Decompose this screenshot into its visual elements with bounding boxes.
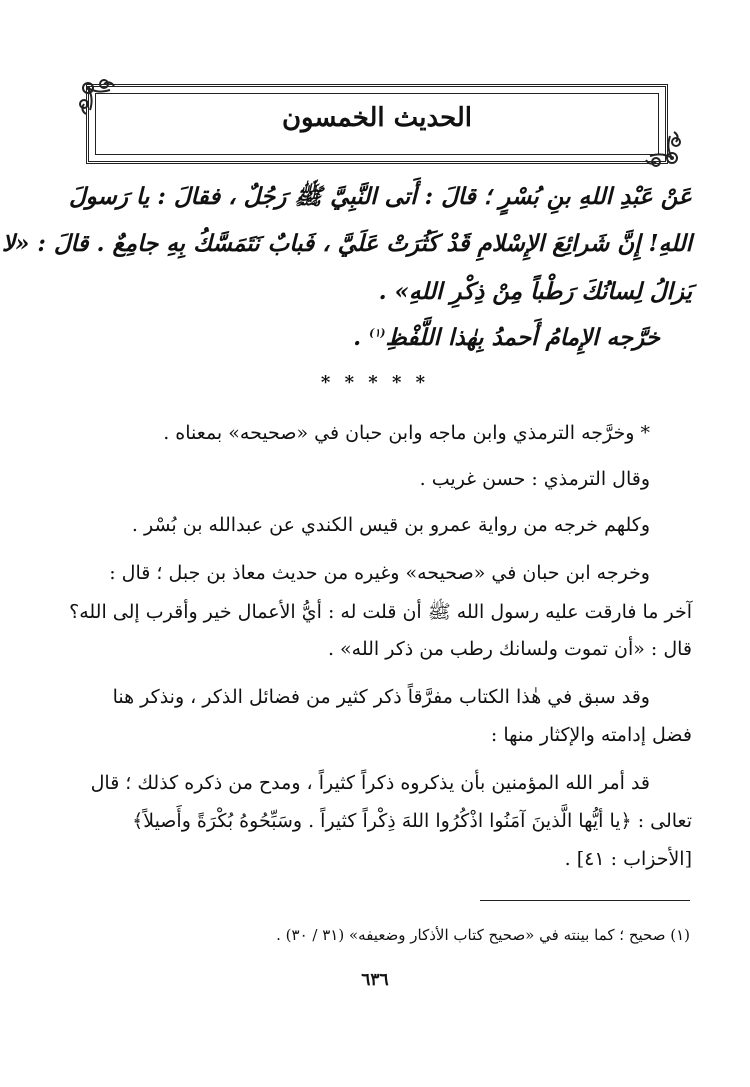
paragraph-line: وخرجه ابن حبان في «صحيحه» وغيره من حديث معاذ بن جبل ؛ قال : (109, 562, 650, 584)
paragraph-line: قد أمر الله المؤمنين بأن يذكروه ذكراً كثيراً ، ومدح من ذكره كذلك ؛ قال (90, 772, 650, 794)
paragraph-line: فضل إدامته والإكثار منها : (490, 724, 692, 746)
paragraph-line: [الأحزاب : ٤١] . (564, 848, 692, 870)
paragraph-line: آخر ما فارقت عليه رسول الله ﷺ أن قلت له : أيُّ الأعمال خير وأقرب إلى الله؟ (69, 601, 692, 623)
footnote-marker: (١) (369, 326, 386, 340)
takhrij-line (353, 324, 660, 351)
hadith-line: عَنْ عَبْدِ اللهِ بنِ بُسْرٍ ؛ قالَ : أَتى النَّبِيَّ ﷺ رَجُلٌ ، فقالَ : يا رَسولَ (68, 183, 692, 210)
takhrij-text: خرَّجه الإِمامُ أَحمدُ بِهٰذا اللَّفْظِ (385, 324, 660, 351)
paragraph-line: وقد سبق في هٰذا الكتاب مفرَّقاً ذكر كثير من فضائل الذكر ، ونذكر هنا (112, 686, 650, 708)
period-mark: . (353, 324, 370, 351)
section-separator: * * * * * (320, 372, 430, 393)
chapter-title: الحديث الخمسون (281, 103, 473, 133)
footnote-text: (١) صحيح ؛ كما بينته في «صحيح كتاب الأذكار وضعيفه» (٣١ / ٣٠) . (276, 926, 690, 944)
hadith-line: يَزالُ لِسانُكَ رَطْباً مِنْ ذِكْرِ اللهِ» . (378, 278, 692, 305)
page-number: ٦٣٦ (361, 970, 389, 990)
corner-ornament-icon (74, 74, 120, 120)
corner-ornament-icon (640, 126, 686, 172)
paragraph-line: قال : «أن تموت ولسانك رطب من ذكر الله» . (327, 638, 692, 660)
hadith-line: اللهِ! إِنَّ شَرائِعَ الإِسْلامِ قَدْ كَثُرَتْ عَلَيَّ ، فَبابٌ نَتَمَسَّكُ بِهِ جامِعٌ . قالَ : «لا (1, 230, 692, 257)
paragraph-line: وكلهم خرجه من رواية عمرو بن قيس الكندي عن عبدالله بن بُسْر . (131, 514, 650, 536)
paragraph-line: * وخرَّجه الترمذي وابن ماجه وابن حبان في «صحيحه» بمعناه . (163, 422, 650, 444)
chapter-title-frame (86, 84, 668, 164)
footnote-divider (480, 900, 690, 901)
paragraph-line: وقال الترمذي : حسن غريب . (419, 468, 650, 490)
paragraph-line: تعالى : ﴿يا أيُّها الَّذينَ آمَنُوا اذْكُرُوا اللهَ ذِكْراً كثيراً . وسَبِّحُوهُ بُكْرَةً وأَصيلاً﴾ (132, 810, 692, 832)
